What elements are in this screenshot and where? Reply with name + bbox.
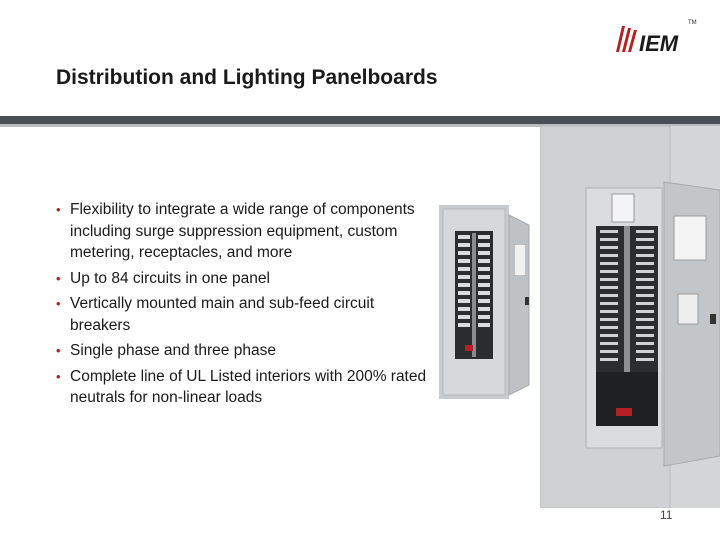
bullet-icon: • bbox=[56, 202, 61, 217]
bullet-icon: • bbox=[56, 296, 61, 311]
bullet-item: • Single phase and three phase bbox=[56, 340, 436, 362]
title-divider bbox=[0, 116, 720, 124]
trademark-label: TM bbox=[688, 20, 697, 26]
bullet-item: • Up to 84 circuits in one panel bbox=[56, 268, 436, 290]
small-panelboard-image bbox=[439, 205, 531, 399]
iem-logo-mark bbox=[612, 18, 692, 58]
bullet-item: • Flexibility to integrate a wide range of components including surge suppression equipment, custom metering, receptacles, and more bbox=[56, 201, 415, 261]
bullet-item: • Vertically mounted main and sub-feed circuit breakers bbox=[56, 295, 375, 334]
bullet-item: • Complete line of UL Listed interiors with 200% rated neutrals for non-linear loads bbox=[56, 367, 427, 406]
iem-logo bbox=[612, 18, 698, 58]
svg-text:IEM: IEM bbox=[639, 31, 679, 56]
bullet-icon: • bbox=[56, 368, 61, 384]
large-panelboard-image bbox=[540, 126, 720, 508]
bullet-icon: • bbox=[56, 343, 61, 358]
bullet-list bbox=[56, 199, 436, 413]
slide-title: Distribution and Lighting Panelboards bbox=[56, 66, 438, 89]
page-number: 11 bbox=[660, 508, 673, 522]
bullet-icon: • bbox=[56, 270, 61, 286]
